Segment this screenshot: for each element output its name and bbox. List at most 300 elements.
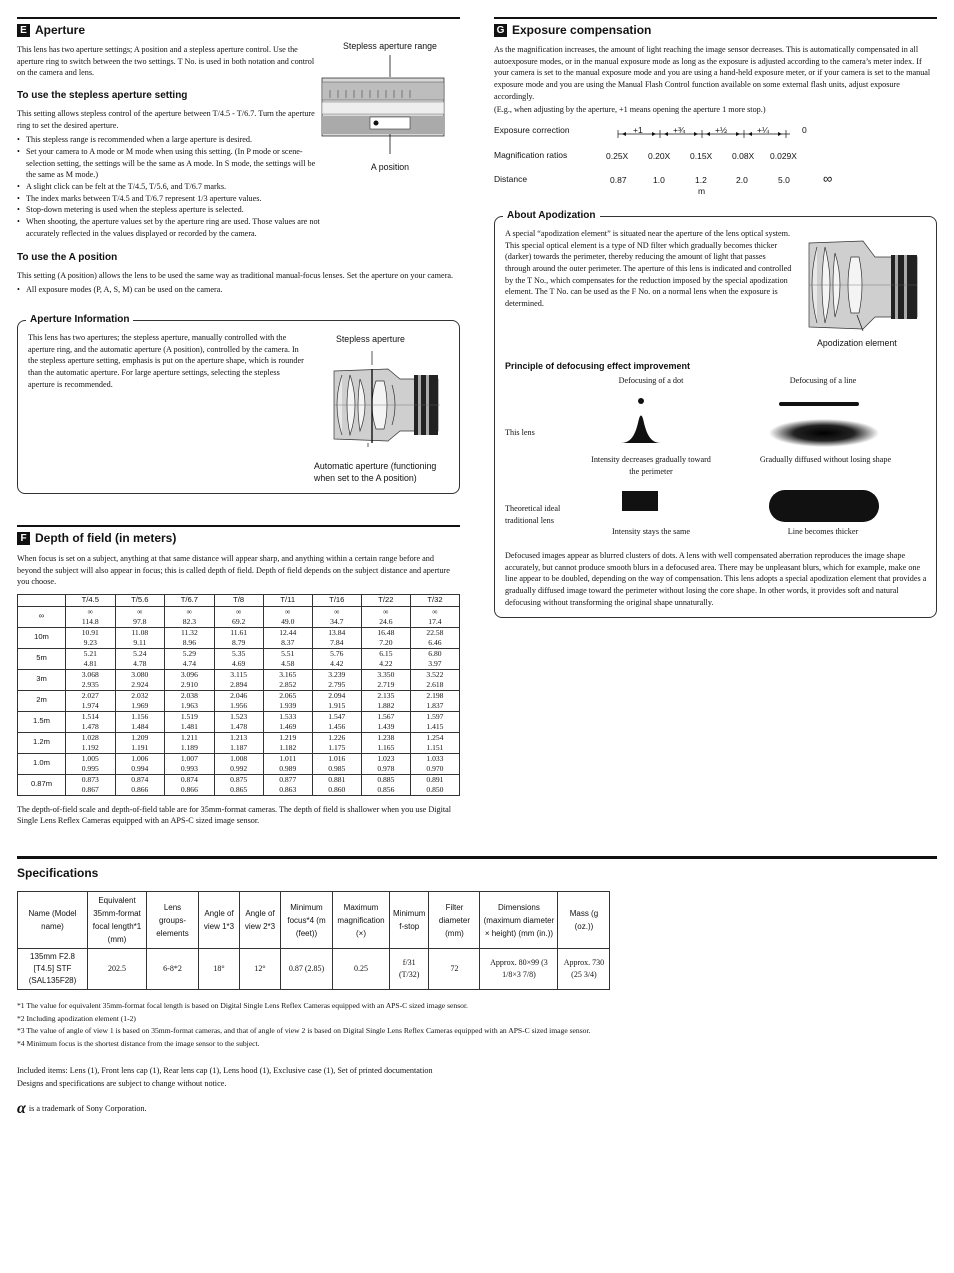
spec-mass: Approx. 730 (25 3/4) xyxy=(558,949,610,990)
dot-intensity-this-lens xyxy=(621,393,681,453)
near-limit: 8.96 xyxy=(182,637,197,647)
near-limit: 4.22 xyxy=(379,658,393,668)
list-item: • The index marks between T/4.5 and T/6.7 represent 1/3 aperture values. xyxy=(17,193,320,205)
far-limit: 0.875 xyxy=(230,774,248,784)
far-limit: 1.209 xyxy=(131,732,149,742)
table-cell xyxy=(115,669,165,690)
table-cell xyxy=(165,648,215,669)
near-limit: 34.7 xyxy=(330,616,344,626)
table-cell xyxy=(263,711,312,732)
far-limit: 1.533 xyxy=(279,711,297,721)
near-limit: 24.6 xyxy=(379,616,393,626)
correction-scale-line xyxy=(614,120,814,144)
far-limit: ∞ xyxy=(87,606,93,616)
row-label-ideal-lens: Theoretical ideal traditional lens xyxy=(505,504,561,525)
far-limit: 22.58 xyxy=(426,627,444,637)
section-title: Exposure compensation xyxy=(512,23,652,37)
distance-value: 0.87 xyxy=(610,175,627,185)
near-limit: 1.478 xyxy=(81,721,99,731)
dof-heading xyxy=(17,525,460,547)
table-cell xyxy=(410,606,459,627)
column-header: T/22 xyxy=(361,594,410,606)
list-item: • When shooting, the aperture values set by the aperture ring are used. Those values are not accurately reflected in the values displayed or recorded by the camera. xyxy=(17,216,320,239)
box-title: About Apodization xyxy=(503,209,600,223)
near-limit: 1.151 xyxy=(426,742,444,752)
line-intensity-ideal-lens xyxy=(767,489,887,523)
exposure-scale xyxy=(494,118,937,198)
near-limit: 1.182 xyxy=(279,742,297,752)
table-cell xyxy=(214,774,263,795)
table-cell xyxy=(115,627,165,648)
correction-value: +¾ xyxy=(673,125,686,135)
table-cell xyxy=(165,606,215,627)
table-cell xyxy=(410,690,459,711)
spec-focal: 202.5 xyxy=(88,949,147,990)
aperture-info-box xyxy=(17,314,460,494)
near-limit: 0.867 xyxy=(81,784,99,794)
far-limit: 2.198 xyxy=(426,690,444,700)
near-limit: 1.439 xyxy=(377,721,395,731)
table-row xyxy=(18,606,460,627)
column-header: T/5.6 xyxy=(115,594,165,606)
far-limit: 1.028 xyxy=(81,732,99,742)
near-limit: 9.11 xyxy=(133,637,147,647)
table-cell xyxy=(410,753,459,774)
table-cell xyxy=(410,732,459,753)
exposure-example: (E.g., when adjusting by the aperture, +1 means opening the aperture 1 more stop.) xyxy=(494,105,766,115)
row-header: 1.5m xyxy=(18,711,66,732)
near-limit: 1.175 xyxy=(328,742,346,752)
table-cell xyxy=(214,753,263,774)
specs-heading xyxy=(17,856,937,882)
col-header-line: Defocusing of a line xyxy=(789,376,857,385)
far-limit: 5.24 xyxy=(133,648,147,658)
far-limit: 3.068 xyxy=(81,669,99,679)
table-cell xyxy=(312,753,361,774)
table-cell xyxy=(214,648,263,669)
table-cell xyxy=(115,732,165,753)
far-limit: 1.011 xyxy=(279,753,297,763)
table-cell xyxy=(361,669,410,690)
included-items-block xyxy=(17,1064,937,1090)
row-header: 1.0m xyxy=(18,753,66,774)
far-limit: 3.165 xyxy=(279,669,297,679)
near-limit: 1.837 xyxy=(426,700,444,710)
a-position-heading: To use the A position xyxy=(17,252,118,264)
near-limit: 4.78 xyxy=(133,658,147,668)
far-limit: 10.91 xyxy=(81,627,99,637)
near-limit: 6.46 xyxy=(428,637,442,647)
distance-value: 2.0 xyxy=(736,175,748,185)
table-cell xyxy=(66,648,116,669)
far-limit: 3.096 xyxy=(180,669,198,679)
footnote: *3 The value of angle of view 1 is based on 35mm-format cameras, and that of angle of view 2 is based on Digital Single Lens Reflex Cameras equipped with an APS-C sized image sensor. xyxy=(17,1026,591,1036)
apodization-text: A special “apodization element” is situated near the aperture of the lens optical system. This special optical element is a type of ND filter which gradually becomes thicker (darker) towards the perimeter, thereby reducing the amount of light that passes through around the outer perimeter. The aperture of this lens is indicated and controlled by the T No., which compensates for the reduction imposed by the special apodization element. The T No. can be used as the F No. on a normal lens when the exposure is determined. xyxy=(505,229,792,308)
near-limit: 7.84 xyxy=(330,637,344,647)
section-letter: G xyxy=(494,24,507,37)
near-limit: 1.456 xyxy=(328,721,346,731)
table-cell xyxy=(410,774,459,795)
dof-intro: When focus is set on a subject, anything at that same distance will appear sharp, and anything within a certain range before and beyond the subject will also appear in focus; this is called depth of field. Depth of field depends on the subject distance and aperture you choose. xyxy=(17,554,450,587)
near-limit: 8.79 xyxy=(232,637,246,647)
column-header: Angle of view 2*3 xyxy=(240,892,281,949)
section-title: Specifications xyxy=(17,866,99,880)
table-cell xyxy=(214,627,263,648)
subject-to-change: Designs and specifications are subject to change without notice. xyxy=(17,1079,227,1089)
distance-value: 1.0 xyxy=(653,175,665,185)
table-cell xyxy=(66,732,116,753)
a-position-text: This setting (A position) allows the lens to be used the same way as traditional manual-focus lenses. Set the aperture on your camera. xyxy=(17,271,454,281)
far-limit: 3.080 xyxy=(131,669,149,679)
column-header: T/6.7 xyxy=(165,594,215,606)
table-row xyxy=(18,753,460,774)
row-header: ∞ xyxy=(18,606,66,627)
near-limit: 1.192 xyxy=(81,742,99,752)
near-limit: 2.719 xyxy=(377,679,395,689)
trademark-text: is a trademark of Sony Corporation. xyxy=(28,1104,147,1114)
table-cell xyxy=(66,711,116,732)
column-header: Dimensions (maximum diameter × height) (mm (in.)) xyxy=(480,892,558,949)
label-apodization-element: Apodization element xyxy=(817,338,897,348)
caption-ideal-line: Line becomes thicker xyxy=(787,527,859,536)
far-limit: 1.567 xyxy=(377,711,395,721)
exposure-heading xyxy=(494,17,937,39)
near-limit: 2.924 xyxy=(131,679,149,689)
column-header: Filter diameter (mm) xyxy=(429,892,480,949)
far-limit: 11.08 xyxy=(131,627,149,637)
far-limit: ∞ xyxy=(137,606,143,616)
table-cell xyxy=(165,732,215,753)
list-item: • All exposure modes (P, A, S, M) can be used on the camera. xyxy=(17,284,460,296)
far-limit: 13.84 xyxy=(328,627,346,637)
far-limit: 0.891 xyxy=(426,774,444,784)
column-header: Equivalent 35mm-format focal length*1 (mm) xyxy=(88,892,147,949)
near-limit: 2.935 xyxy=(81,679,99,689)
table-row xyxy=(18,732,460,753)
stepless-bullets xyxy=(17,134,320,239)
row-label: Distance xyxy=(494,174,528,184)
table-cell xyxy=(312,627,361,648)
row-header: 5m xyxy=(18,648,66,669)
far-limit: 1.238 xyxy=(377,732,395,742)
table-row xyxy=(18,669,460,690)
table-row xyxy=(18,711,460,732)
far-limit: 1.519 xyxy=(180,711,198,721)
near-limit: 1.963 xyxy=(180,700,198,710)
table-row xyxy=(18,949,610,990)
column-header: Minimum focus*4 (m (feet)) xyxy=(281,892,333,949)
table-cell xyxy=(115,711,165,732)
label-stepless-aperture: Stepless aperture xyxy=(336,334,405,344)
near-limit: 0.866 xyxy=(131,784,149,794)
dof-note: The depth-of-field scale and depth-of-field table are for 35mm-format cameras. The depth of field is shallower when you use Digital Single Lens Reflex Cameras equipped with an APS-C sized image sensor. xyxy=(17,804,452,826)
far-limit: 1.016 xyxy=(328,753,346,763)
near-limit: 4.69 xyxy=(232,658,246,668)
near-limit: 1.882 xyxy=(377,700,395,710)
column-header: T/32 xyxy=(410,594,459,606)
spec-angle1: 18° xyxy=(199,949,240,990)
spec-dimensions: Approx. 80×99 (3 1/8×3 7/8) xyxy=(480,949,558,990)
alpha-logo: α xyxy=(17,1100,26,1118)
far-limit: 0.877 xyxy=(279,774,297,784)
far-limit: 1.254 xyxy=(426,732,444,742)
far-limit: 1.219 xyxy=(279,732,297,742)
table-cell xyxy=(361,753,410,774)
aperture-ring-diagram xyxy=(320,41,460,173)
near-limit: 1.915 xyxy=(328,700,346,710)
near-limit: 7.20 xyxy=(379,637,393,647)
table-cell xyxy=(263,774,312,795)
section-title: Depth of field (in meters) xyxy=(35,531,177,545)
table-cell xyxy=(263,648,312,669)
far-limit: 1.023 xyxy=(377,753,395,763)
far-limit: 1.597 xyxy=(426,711,444,721)
far-limit: 1.033 xyxy=(426,753,444,763)
far-limit: 2.094 xyxy=(328,690,346,700)
table-cell xyxy=(410,627,459,648)
far-limit: 2.027 xyxy=(81,690,99,700)
ratio-value: 0.20X xyxy=(648,151,671,161)
far-limit: 2.046 xyxy=(230,690,248,700)
far-limit: ∞ xyxy=(285,606,291,616)
table-cell xyxy=(115,753,165,774)
near-limit: 9.23 xyxy=(83,637,97,647)
table-header-row xyxy=(18,892,610,949)
far-limit: 6.80 xyxy=(428,648,442,658)
far-limit: ∞ xyxy=(383,606,389,616)
far-limit: ∞ xyxy=(186,606,193,616)
far-limit: 0.873 xyxy=(81,774,99,784)
table-header-row xyxy=(18,594,460,606)
column-header: Lens groups-elements xyxy=(147,892,199,949)
near-limit: 0.994 xyxy=(131,763,149,773)
dof-table-body xyxy=(18,606,460,795)
near-limit: 8.37 xyxy=(281,637,295,647)
far-limit: 0.874 xyxy=(180,774,198,784)
spec-footnotes xyxy=(17,1000,937,1050)
spec-min-focus: 0.87 (2.85) xyxy=(281,949,333,990)
near-limit: 0.863 xyxy=(279,784,297,794)
near-limit: 1.969 xyxy=(131,700,149,710)
specs-table xyxy=(17,891,610,990)
near-limit: 2.795 xyxy=(328,679,346,689)
table-cell xyxy=(312,669,361,690)
table-cell xyxy=(214,690,263,711)
spec-name: 135mm F2.8 [T4.5] STF (SAL135F28) xyxy=(18,949,88,990)
section-letter: F xyxy=(17,532,30,545)
far-limit: 12.44 xyxy=(279,627,297,637)
table-cell xyxy=(263,753,312,774)
section-specifications xyxy=(17,856,937,1116)
section-letter: E xyxy=(17,24,30,37)
section-exposure xyxy=(494,17,937,118)
far-limit: 1.514 xyxy=(81,711,99,721)
table-cell xyxy=(361,711,410,732)
near-limit: 3.97 xyxy=(428,658,442,668)
aperture-heading xyxy=(17,17,460,39)
near-limit: 1.484 xyxy=(131,721,149,731)
column-header: T/8 xyxy=(214,594,263,606)
near-limit: 0.993 xyxy=(180,763,198,773)
table-row xyxy=(18,774,460,795)
footnote: *4 Minimum focus is the shortest distance from the image sensor to the subject. xyxy=(17,1038,260,1048)
spec-filter: 72 xyxy=(429,949,480,990)
near-limit: 4.58 xyxy=(281,658,295,668)
a-position-bullets xyxy=(17,284,460,296)
apodization-box xyxy=(494,210,937,618)
correction-value: +½ xyxy=(715,125,728,135)
near-limit: 1.469 xyxy=(279,721,297,731)
table-cell xyxy=(263,606,312,627)
section-depth-of-field xyxy=(17,525,460,829)
table-cell xyxy=(361,648,410,669)
near-limit: 1.191 xyxy=(131,742,149,752)
table-cell xyxy=(312,774,361,795)
correction-value: 0 xyxy=(802,125,807,135)
near-limit: 0.850 xyxy=(426,784,444,794)
table-cell xyxy=(66,606,116,627)
far-limit: 3.350 xyxy=(377,669,395,679)
row-label-this-lens: This lens xyxy=(505,428,535,437)
far-limit: 1.156 xyxy=(131,711,149,721)
dof-table xyxy=(17,594,460,796)
table-cell xyxy=(214,711,263,732)
table-cell xyxy=(214,732,263,753)
row-header: 3m xyxy=(18,669,66,690)
far-limit: 3.239 xyxy=(328,669,346,679)
apodization-closing: Defocused images appear as blurred clusters of dots. A lens with well compensated aberration reproduces the image shape accurately, but cannot produce smooth blurs in a defocused area. There may be unpleasant blurs, which for example, make one line appear to be doubled, depending on the way of compensation. This lens adopts a special apodization element that provides a gradually diffused image toward the perimeter without losing the core shape. In other words, it provides soft and natural defocusing without transforming the original shape unnaturally. xyxy=(505,551,927,607)
table-cell xyxy=(263,732,312,753)
footnote: *1 The value for equivalent 35mm-format focal length is based on Digital Single Lens Reflex Cameras equipped with an APS-C sized image sensor. xyxy=(17,1001,468,1011)
far-limit: 2.032 xyxy=(131,690,149,700)
far-limit: 5.76 xyxy=(330,648,344,658)
near-limit: 0.978 xyxy=(377,763,395,773)
far-limit: 1.008 xyxy=(230,753,248,763)
column-header: Mass (g (oz.)) xyxy=(558,892,610,949)
table-cell xyxy=(263,627,312,648)
near-limit: 0.992 xyxy=(230,763,248,773)
exposure-intro: As the magnification increases, the amount of light reaching the image sensor decreases. This is automatically compensated in all autoexposure modes, or in the manual exposure mode as long as the exposure is adjusted according to the camera’s meter index. If your camera is set to the manual exposure mode and you are using a hand-held exposure meter, or if your camera is set to the manual exposure mode and you are using the Manual Flash Control function available on some external flash units, adjust exposure accordingly. xyxy=(494,45,931,101)
apodization-lens-illustration xyxy=(805,235,923,335)
far-limit: 1.547 xyxy=(328,711,346,721)
lens-ring-illustration xyxy=(320,52,460,157)
far-limit: 1.213 xyxy=(230,732,248,742)
list-item: • Stop-down metering is used when the stepless aperture is selected. xyxy=(17,204,320,216)
trademark-line xyxy=(17,1102,937,1116)
label-automatic-aperture: Automatic aperture (functioning when set to the A position) xyxy=(314,461,437,483)
stepless-text: This setting allows stepless control of the aperture between T/4.5 - T/6.7. Turn the aperture ring to set the desired aperture. xyxy=(17,109,315,130)
column-header: T/4.5 xyxy=(66,594,116,606)
table-cell xyxy=(312,732,361,753)
column-header: T/11 xyxy=(263,594,312,606)
ratio-value: 0.25X xyxy=(606,151,629,161)
far-limit: 5.21 xyxy=(83,648,97,658)
caption-this-dot: Intensity decreases gradually toward the perimeter xyxy=(591,455,711,476)
far-limit: 5.35 xyxy=(232,648,246,658)
far-limit: ∞ xyxy=(235,606,242,616)
stepless-heading: To use the stepless aperture setting xyxy=(17,89,188,101)
label-stepless-range: Stepless aperture range xyxy=(343,41,437,52)
near-limit: 49.0 xyxy=(281,616,295,626)
caption-ideal-dot: Intensity stays the same xyxy=(612,527,690,536)
far-limit: 16.48 xyxy=(377,627,395,637)
far-limit: 0.881 xyxy=(328,774,346,784)
table-cell xyxy=(115,690,165,711)
near-limit: 0.989 xyxy=(279,763,297,773)
table-cell xyxy=(214,606,263,627)
near-limit: 4.74 xyxy=(182,658,197,668)
principle-heading: Principle of defocusing effect improvement xyxy=(505,361,691,371)
far-limit: 1.211 xyxy=(180,732,198,742)
column-header: Name (Model name) xyxy=(18,892,88,949)
list-item: • Set your camera to A mode or M mode when using this setting. (In P mode or scene-selection setting, the settings will be the same as A mode. In S mode, the settings will be the same as M mode.) xyxy=(17,146,320,181)
near-limit: 1.187 xyxy=(230,742,248,752)
table-cell xyxy=(66,753,116,774)
row-header: 2m xyxy=(18,690,66,711)
near-limit: 0.985 xyxy=(328,763,346,773)
table-cell xyxy=(312,711,361,732)
far-limit: 5.51 xyxy=(281,648,295,658)
near-limit: 2.618 xyxy=(426,679,444,689)
table-cell xyxy=(312,648,361,669)
ratio-value: 0.08X xyxy=(732,151,755,161)
far-limit: 3.115 xyxy=(230,669,248,679)
table-cell xyxy=(361,606,410,627)
distance-value: ∞ xyxy=(823,171,833,186)
table-cell xyxy=(115,648,165,669)
aperture-info-text: This lens has two apertures; the stepless aperture, manually controlled with the aperture ring, and the automatic aperture (A position), controlled by the camera. In the stepless aperture setting, emphasis is put on the aperture shape, which is rounder than the automatic aperture. For large aperture settings, selecting the stepless aperture is recommended. xyxy=(28,333,304,389)
near-limit: 0.856 xyxy=(377,784,395,794)
table-cell xyxy=(410,648,459,669)
far-limit: 1.226 xyxy=(328,732,346,742)
spec-groups: 6-8*2 xyxy=(147,949,199,990)
near-limit: 0.970 xyxy=(426,763,444,773)
row-label: Magnification ratios xyxy=(494,150,568,160)
column-header: Maximum magnification (×) xyxy=(333,892,390,949)
table-cell xyxy=(263,669,312,690)
row-header: 0.87m xyxy=(18,774,66,795)
table-cell xyxy=(312,606,361,627)
far-limit: 6.15 xyxy=(379,648,393,658)
near-limit: 2.910 xyxy=(180,679,198,689)
near-limit: 1.974 xyxy=(81,700,99,710)
table-cell xyxy=(214,669,263,690)
table-cell xyxy=(115,774,165,795)
far-limit: 1.523 xyxy=(230,711,248,721)
table-cell xyxy=(165,774,215,795)
table-cell xyxy=(361,690,410,711)
table-cell xyxy=(165,753,215,774)
far-limit: 3.522 xyxy=(426,669,444,679)
line-intensity-this-lens xyxy=(765,393,885,453)
table-cell xyxy=(66,690,116,711)
table-cell xyxy=(165,711,215,732)
near-limit: 69.2 xyxy=(232,616,246,626)
spec-max-mag: 0.25 xyxy=(333,949,390,990)
near-limit: 1.415 xyxy=(426,721,444,731)
distance-value: 1.2 xyxy=(695,175,707,185)
far-limit: 1.005 xyxy=(81,753,99,763)
table-row xyxy=(18,627,460,648)
table-cell xyxy=(115,606,165,627)
spec-min-fstop: f/31 (T/32) xyxy=(390,949,429,990)
far-limit: 0.885 xyxy=(377,774,395,784)
table-cell xyxy=(410,711,459,732)
row-header: 1.2m xyxy=(18,732,66,753)
near-limit: 0.860 xyxy=(328,784,346,794)
near-limit: 97.8 xyxy=(133,616,147,626)
spec-angle2: 12° xyxy=(240,949,281,990)
